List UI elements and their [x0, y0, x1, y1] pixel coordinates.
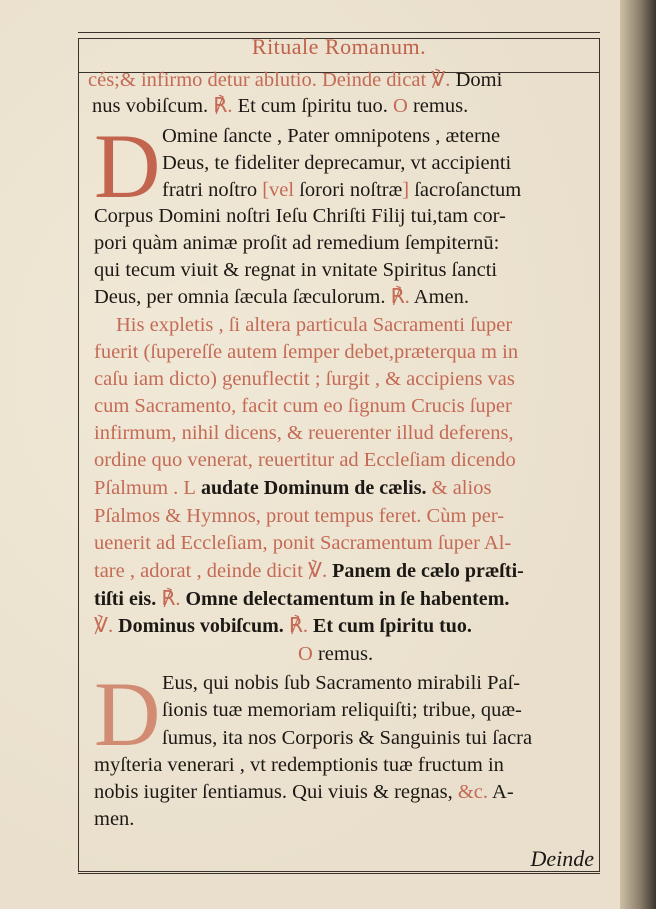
rubric-line-11: fuerit (ſupereſſe autem ſemper debet,præterqua m in [94, 341, 519, 363]
rubric-line-18: uenerit ad Eccleſiam, ponit Sacramentum ſuper Al- [94, 532, 512, 554]
text-line-22: O remus. [298, 643, 374, 665]
rubric-line-15: ordine quo venerat, reuertitur ad Eccleſiam dicendo [94, 449, 516, 471]
book-gutter [620, 0, 656, 909]
text-line-16: Pſalmum . L audate Dominum de cælis. & alios [94, 477, 492, 499]
drop-capital-d-second: D [94, 663, 161, 765]
catchword: Deinde [530, 846, 594, 871]
rubric-line-14: infirmum, nihil dicens, & reuerenter illud deferens, [94, 422, 514, 444]
text-line-28: men. [94, 808, 135, 830]
top-rule [78, 32, 600, 33]
text-line-9: Deus, per omnia ſæcula ſæculorum. ℟. Amen. [94, 286, 469, 308]
text-line-8: qui tecum viuit & regnat in vnitate Spiritus ſancti [94, 259, 498, 281]
rubric-line-12: caſu iam dicto) genuflectit ; ſurgit , & accipiens vas [94, 368, 515, 390]
text-line-24: ſionis tuæ memoriam reliquiſti; tribue, quæ- [162, 699, 522, 721]
text-line-26: myſteria venerari , vt redemptionis tuæ fructum in [94, 754, 504, 776]
text-line-27: nobis iugiter ſentiamus. Qui viuis & regnas, &c. A- [94, 781, 514, 803]
text-line-7: pori quàm animæ proſit ad remedium ſempiternū: [94, 232, 500, 254]
rubric-line-13: cum Sacramento, facit cum eo ſignum Crucis ſuper [94, 395, 512, 417]
text-line-20: tiſti eis. ℟. Omne delectamentum in ſe habentem. [94, 588, 510, 610]
rubric-line-17: Pſalmos & Hymnos, prout tempus feret. Cùm per- [94, 505, 505, 527]
text-line-19: tare , adorat , deinde dicit ℣. Panem de cælo præſti- [94, 560, 524, 582]
text-line-23: Eus, qui nobis ſub Sacramento mirabili Paſ- [162, 672, 521, 694]
text-line-1: cés;& infirmo detur ablutio. Deinde dicat ℣. Domi [88, 69, 503, 91]
running-title: Rituale Romanum. [251, 34, 427, 59]
text-line-21: ℣. Dominus vobiſcum. ℟. Et cum ſpiritu tuo. [94, 615, 472, 637]
text-line-5: fratri noſtro [vel ſorori noſtræ] ſacroſanctum [162, 179, 522, 201]
drop-capital-d: D [94, 115, 161, 217]
text-line-25: ſumus, ita nos Corporis & Sanguinis tui ſacra [162, 727, 533, 749]
text-line-6: Corpus Domini noſtri Ieſu Chriſti Filij tui,tam cor- [94, 205, 506, 227]
rubric-line-10: His expletis , ſi altera particula Sacramenti ſuper [116, 314, 513, 336]
text-line-4: Deus, te fideliter deprecamur, vt accipienti [162, 152, 512, 174]
text-line-3: Omine ſancte , Pater omnipotens , æterne [162, 125, 501, 147]
bottom-rule [78, 873, 600, 874]
text-line-2: nus vobiſcum. ℟. Et cum ſpiritu tuo. O remus. [92, 95, 469, 117]
